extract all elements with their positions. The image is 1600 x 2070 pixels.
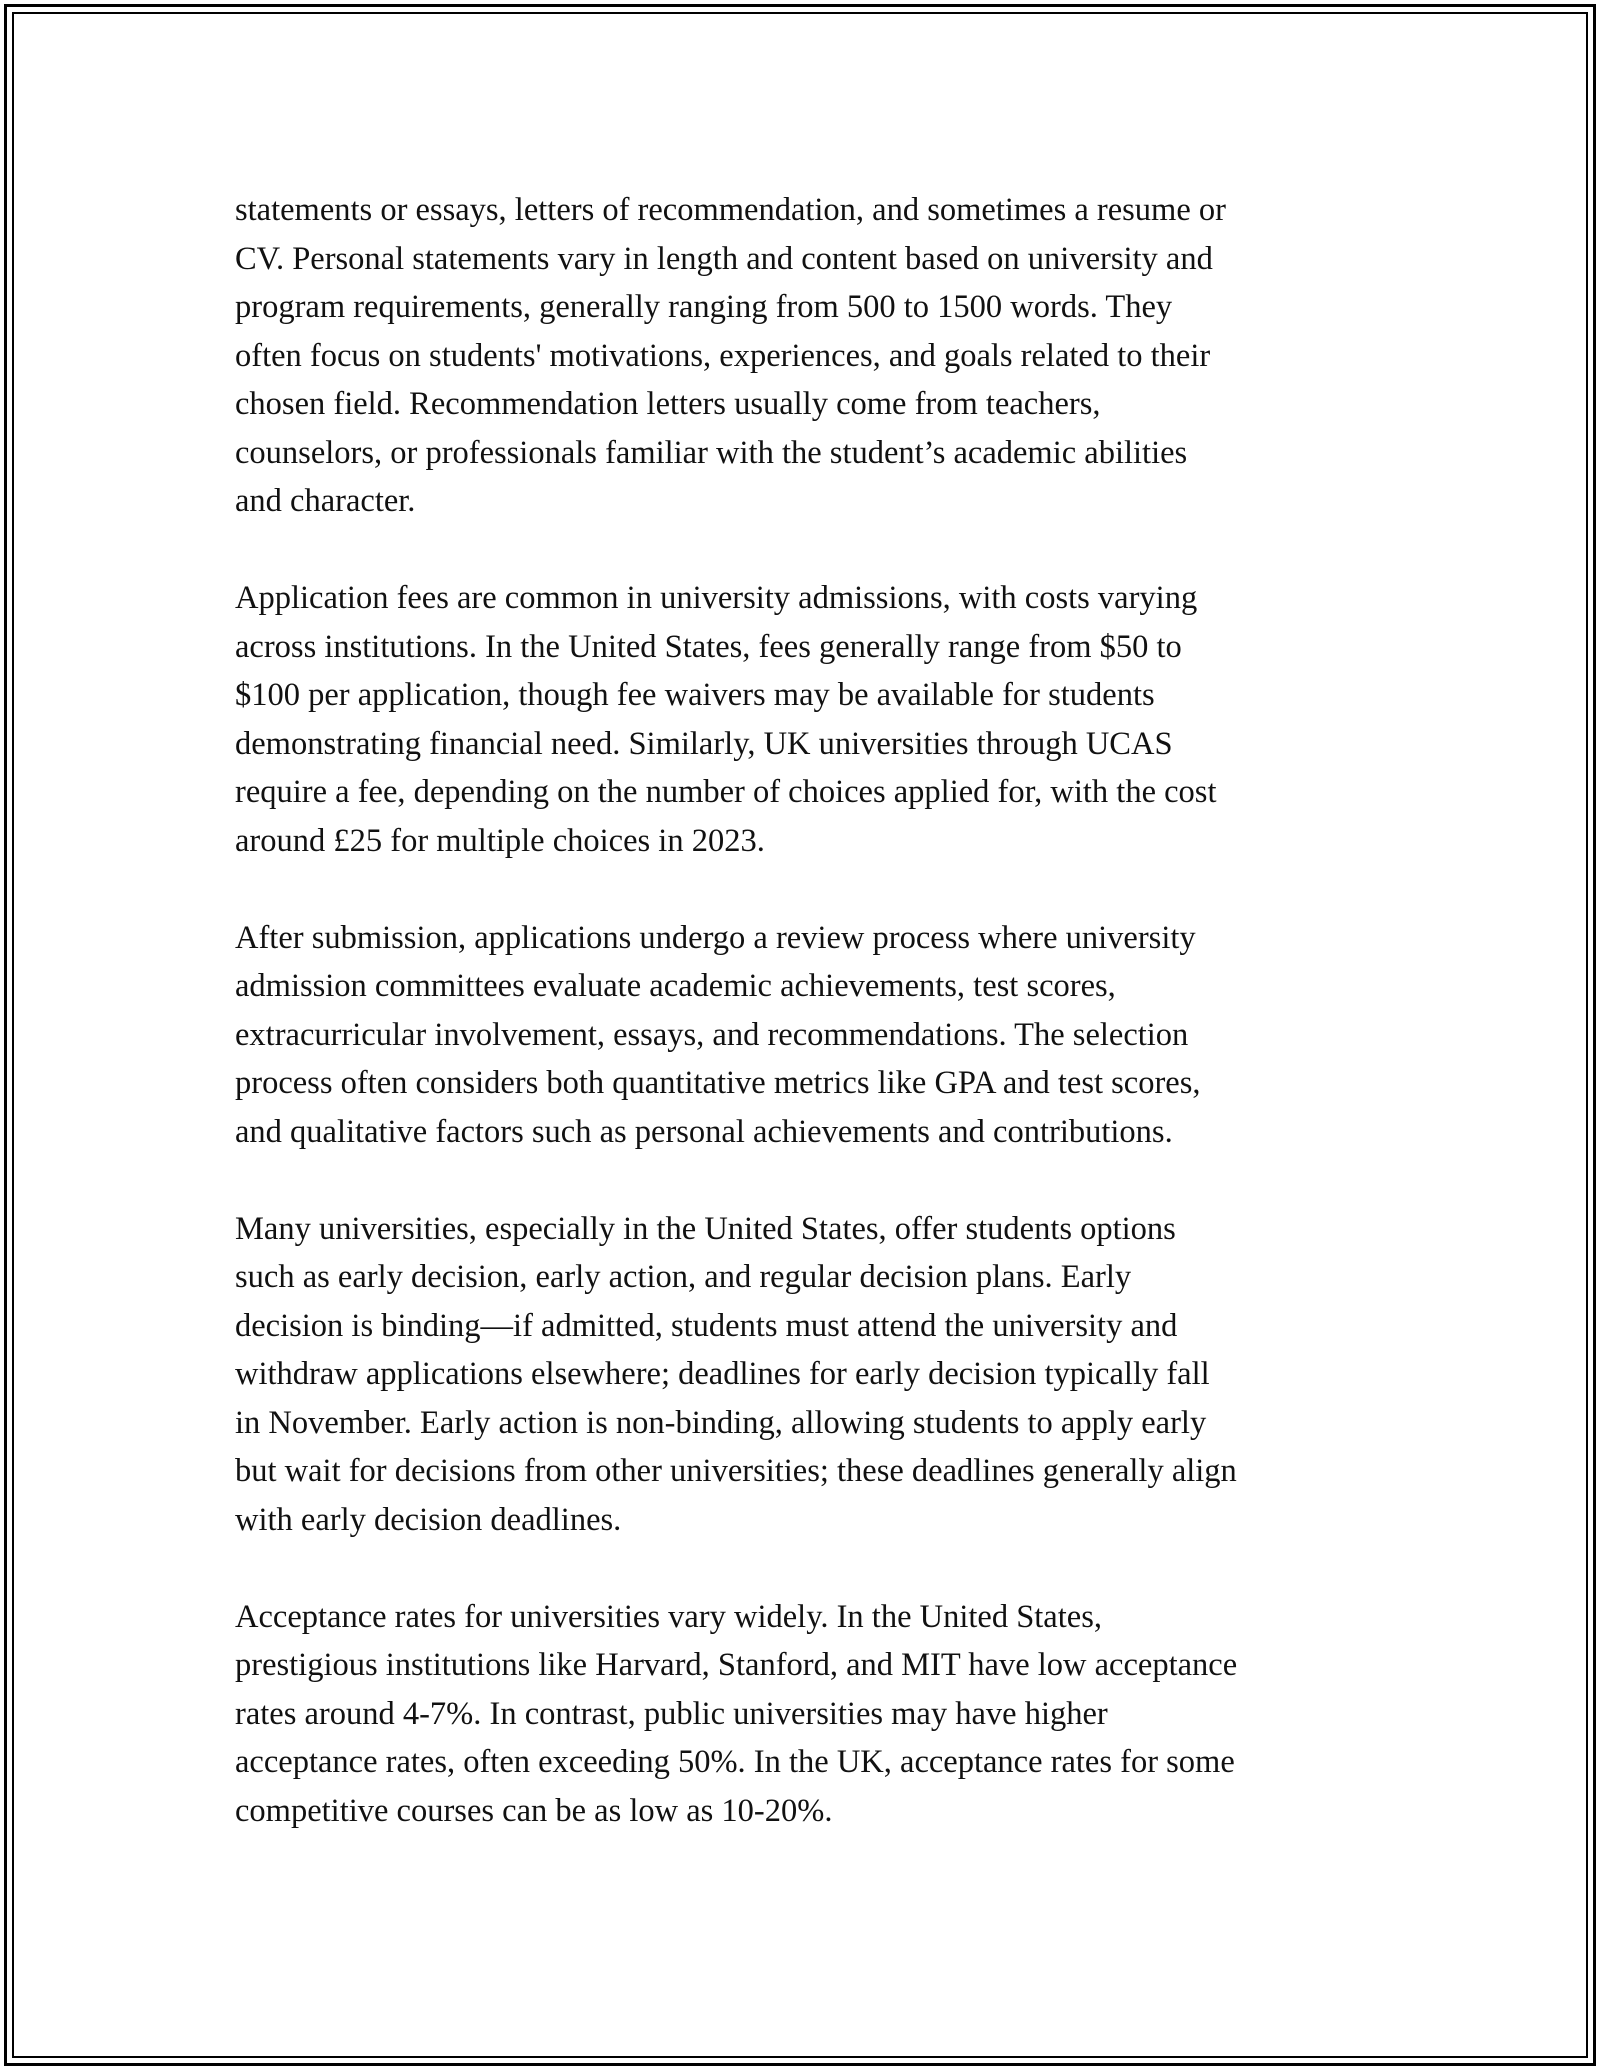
text-line: but wait for decisions from other universities; these deadlines generally align	[235, 1453, 1237, 1489]
text-line: counselors, or professionals familiar with the student’s academic abilities	[235, 434, 1188, 471]
paragraph	[235, 914, 1385, 1157]
text-line: After submission, applications undergo a review process where university	[235, 919, 1196, 956]
text-line: competitive courses can be as low as 10-20%.	[235, 1792, 833, 1829]
paragraph	[235, 186, 1385, 526]
text-line: admission committees evaluate academic achievements, test scores,	[235, 968, 1116, 1004]
text-line: chosen field. Recommendation letters usually come from teachers,	[235, 386, 1101, 422]
text-line: around £25 for multiple choices in 2023.	[235, 822, 765, 859]
text-line: across institutions. In the United States, fees generally range from $50 to	[235, 628, 1182, 665]
text-line: with early decision deadlines.	[235, 1501, 622, 1538]
text-line: program requirements, generally ranging from 500 to 1500 words. They	[235, 289, 1173, 325]
text-line: prestigious institutions like Harvard, Stanford, and MIT have low acceptance	[235, 1647, 1238, 1683]
paragraph	[235, 1593, 1385, 1836]
text-line: $100 per application, though fee waivers may be available for students	[235, 677, 1155, 713]
document-body	[235, 186, 1385, 1884]
text-line: and qualitative factors such as personal achievements and contributions.	[235, 1113, 1173, 1150]
text-line: extracurricular involvement, essays, and recommendations. The selection	[235, 1016, 1189, 1053]
text-line: decision is binding—if admitted, students must attend the university and	[235, 1307, 1178, 1344]
text-line: withdraw applications elsewhere; deadlines for early decision typically fall	[235, 1356, 1210, 1392]
text-line: CV. Personal statements vary in length and content based on university and	[235, 240, 1213, 277]
text-line: Acceptance rates for universities vary widely. In the United States,	[235, 1598, 1102, 1635]
text-line: in November. Early action is non-binding, allowing students to apply early	[235, 1404, 1207, 1441]
paragraph	[235, 574, 1385, 865]
text-line: statements or essays, letters of recommendation, and sometimes a resume or	[235, 192, 1226, 228]
text-line: demonstrating financial need. Similarly, UK universities through UCAS	[235, 725, 1173, 762]
text-line: rates around 4-7%. In contrast, public universities may have higher	[235, 1695, 1108, 1732]
text-line: require a fee, depending on the number of choices applied for, with the cost	[235, 774, 1217, 810]
paragraph	[235, 1205, 1385, 1545]
text-line: such as early decision, early action, and regular decision plans. Early	[235, 1259, 1132, 1295]
text-line: acceptance rates, often exceeding 50%. In the UK, acceptance rates for some	[235, 1744, 1235, 1780]
text-line: process often considers both quantitative metrics like GPA and test scores,	[235, 1065, 1201, 1101]
text-line: and character.	[235, 483, 416, 519]
text-line: Many universities, especially in the United States, offer students options	[235, 1210, 1176, 1247]
text-line: Application fees are common in university admissions, with costs varying	[235, 580, 1198, 616]
text-line: often focus on students' motivations, experiences, and goals related to their	[235, 337, 1211, 374]
